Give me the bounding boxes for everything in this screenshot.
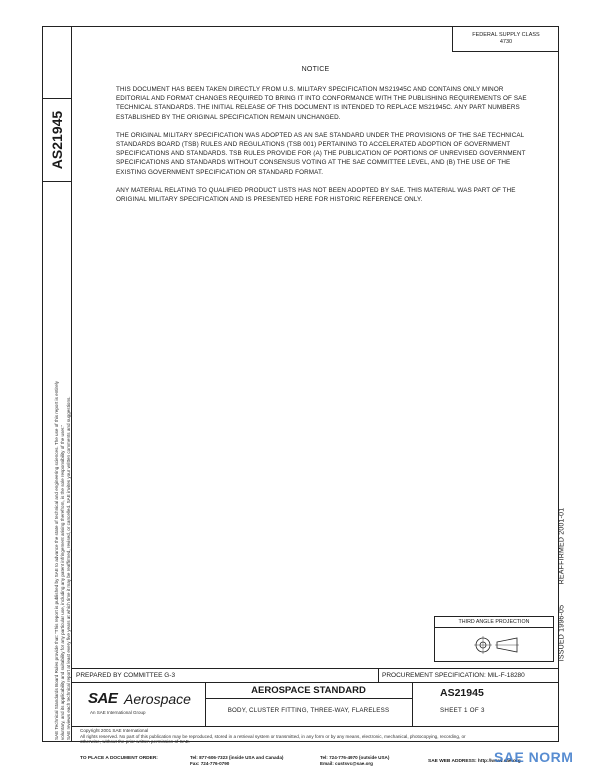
reaffirmed-stamp: REAFFIRMED 2001-01 — [558, 507, 566, 585]
side-note-line: SAE reviews each technical report at least every five years at which time it may be reaffirmed, revised, or cancelled. SAE invites your written comments and suggestions. — [66, 396, 72, 740]
sheet-number: SHEET 1 OF 3 — [440, 707, 485, 714]
title-cell — [205, 683, 413, 726]
notice-body — [116, 85, 532, 213]
notice-title: NOTICE — [301, 66, 330, 73]
side-legal-note — [54, 180, 73, 740]
issued-stamp: ISSUED 1996-05 — [558, 604, 566, 662]
footer — [80, 728, 560, 745]
notice-paragraph: THIS DOCUMENT HAS BEEN TAKEN DIRECTLY FROM U.S. MILITARY SPECIFICATION MS21945C AND CONTAINS ONLY MINOR EDITORIAL AND FORMAT CHANGES REQUIRED TO BRING IT INTO CONFORMANCE WITH THE PUBLISHING REQUIREMENTS OF SAE TECHNICAL STANDARDS. THE INITIAL RELEASE OF THIS DOCUMENT IS INTENDED TO REPLACE MS21945C. ANY PART NUMBERS ESTABLISHED BY THE ORIGINAL SPECIFICATION REMAIN UNCHANGED. — [116, 86, 527, 121]
telephone-intl: Tel: 724-776-4970 (outside USA) — [320, 755, 390, 760]
order-label: TO PLACE A DOCUMENT ORDER: — [80, 756, 158, 761]
web-address-link[interactable]: SAE WEB ADDRESS: http://www.sae.org — [428, 759, 521, 764]
sae-logo: SAE — [88, 690, 118, 707]
federal-supply-class-box — [452, 26, 559, 52]
fsc-label: FEDERAL SUPPLY CLASS — [472, 32, 540, 38]
logo-cell — [72, 683, 206, 726]
projection-label: THIRD ANGLE PROJECTION — [435, 619, 553, 628]
footer-rights: All rights reserved. No part of this publication may be reproduced, stored in a retrieval system or transmitted, in any form or by any means, electronic, mechanical, photocopying, recording, or — [80, 733, 466, 739]
side-note-line: voluntary, and its applicability and suitability for any particular use, including any patent infringement arising therefrom, is the sole responsibility of the user." — [60, 424, 66, 740]
prepared-divider — [378, 669, 379, 683]
sae-norm-watermark: SAE NORM — [494, 749, 574, 765]
document-number: AS21945 — [440, 687, 484, 699]
notice-paragraph: ANY MATERIAL RELATING TO QUALIFIED PRODUCT LISTS HAS NOT BEEN ADOPTED BY SAE. THIS MATERIAL WAS PART OF THE ORIGINAL MILITARY SPECIFICATION AND IS PRESENTED HERE FOR HISTORIC REFERENCE ONLY. — [116, 186, 516, 204]
procurement-spec: PROCUREMENT SPECIFICATION: MIL-F-18280 — [382, 672, 525, 679]
fsc-value: 4730 — [499, 39, 513, 45]
third-angle-projection-icon — [473, 633, 521, 657]
document-title: BODY, CLUSTER FITTING, THREE-WAY, FLARELESS — [227, 707, 390, 714]
aerospace-logo-text: Aerospace — [124, 691, 191, 707]
logo-subtitle: An SAE International Group — [90, 710, 146, 715]
standard-label: AEROSPACE STANDARD — [205, 685, 412, 699]
side-note-line: SAE Technical Standards Board Rules provide that: "This report is published by SAE to advance the state of technical and engineering sciences. The use of this report is entirely — [54, 381, 59, 740]
prepared-row — [72, 668, 559, 682]
telephone-us: Tel: 877-606-7323 (inside USA and Canada) — [190, 755, 284, 760]
side-document-number: AS21945 — [49, 110, 65, 170]
prepared-by: PREPARED BY COMMITTEE G-3 — [76, 672, 176, 679]
fax: Fax: 724-776-0790 — [190, 761, 230, 766]
number-cell — [412, 683, 559, 726]
notice-paragraph: THE ORIGINAL MILITARY SPECIFICATION WAS ADOPTED AS AN SAE STANDARD UNDER THE PROVISIONS OF THE SAE TECHNICAL STANDARDS BOARD (TSB) RULES AND REGULATIONS (TSB 001) PERTAINING TO ACCELERATED ADOPTION OF GOVERNMENT SPECIFICATIONS AND STANDARDS. TSB RULES PROVIDE FOR (A) THE PUBLICATION OF PORTIONS OF UNREVISED GOVERNMENT SPECIFICATIONS AND STANDARDS WITHOUT CONSENSUS VOTING AT THE SAE COMMITTEE LEVEL, AND (B) THE USE OF THE EXISTING GOVERNMENT SPECIFICATION OR STANDARD FORMAT. — [116, 131, 526, 176]
footer-copyright: Copyright 2001 SAE International — [80, 728, 149, 733]
title-block — [72, 682, 559, 727]
email-link[interactable]: Email: custsvc@sae.org — [320, 761, 373, 766]
footer-rights2: otherwise, without the prior written permission of SAE. — [80, 739, 191, 745]
projection-box — [434, 616, 554, 662]
